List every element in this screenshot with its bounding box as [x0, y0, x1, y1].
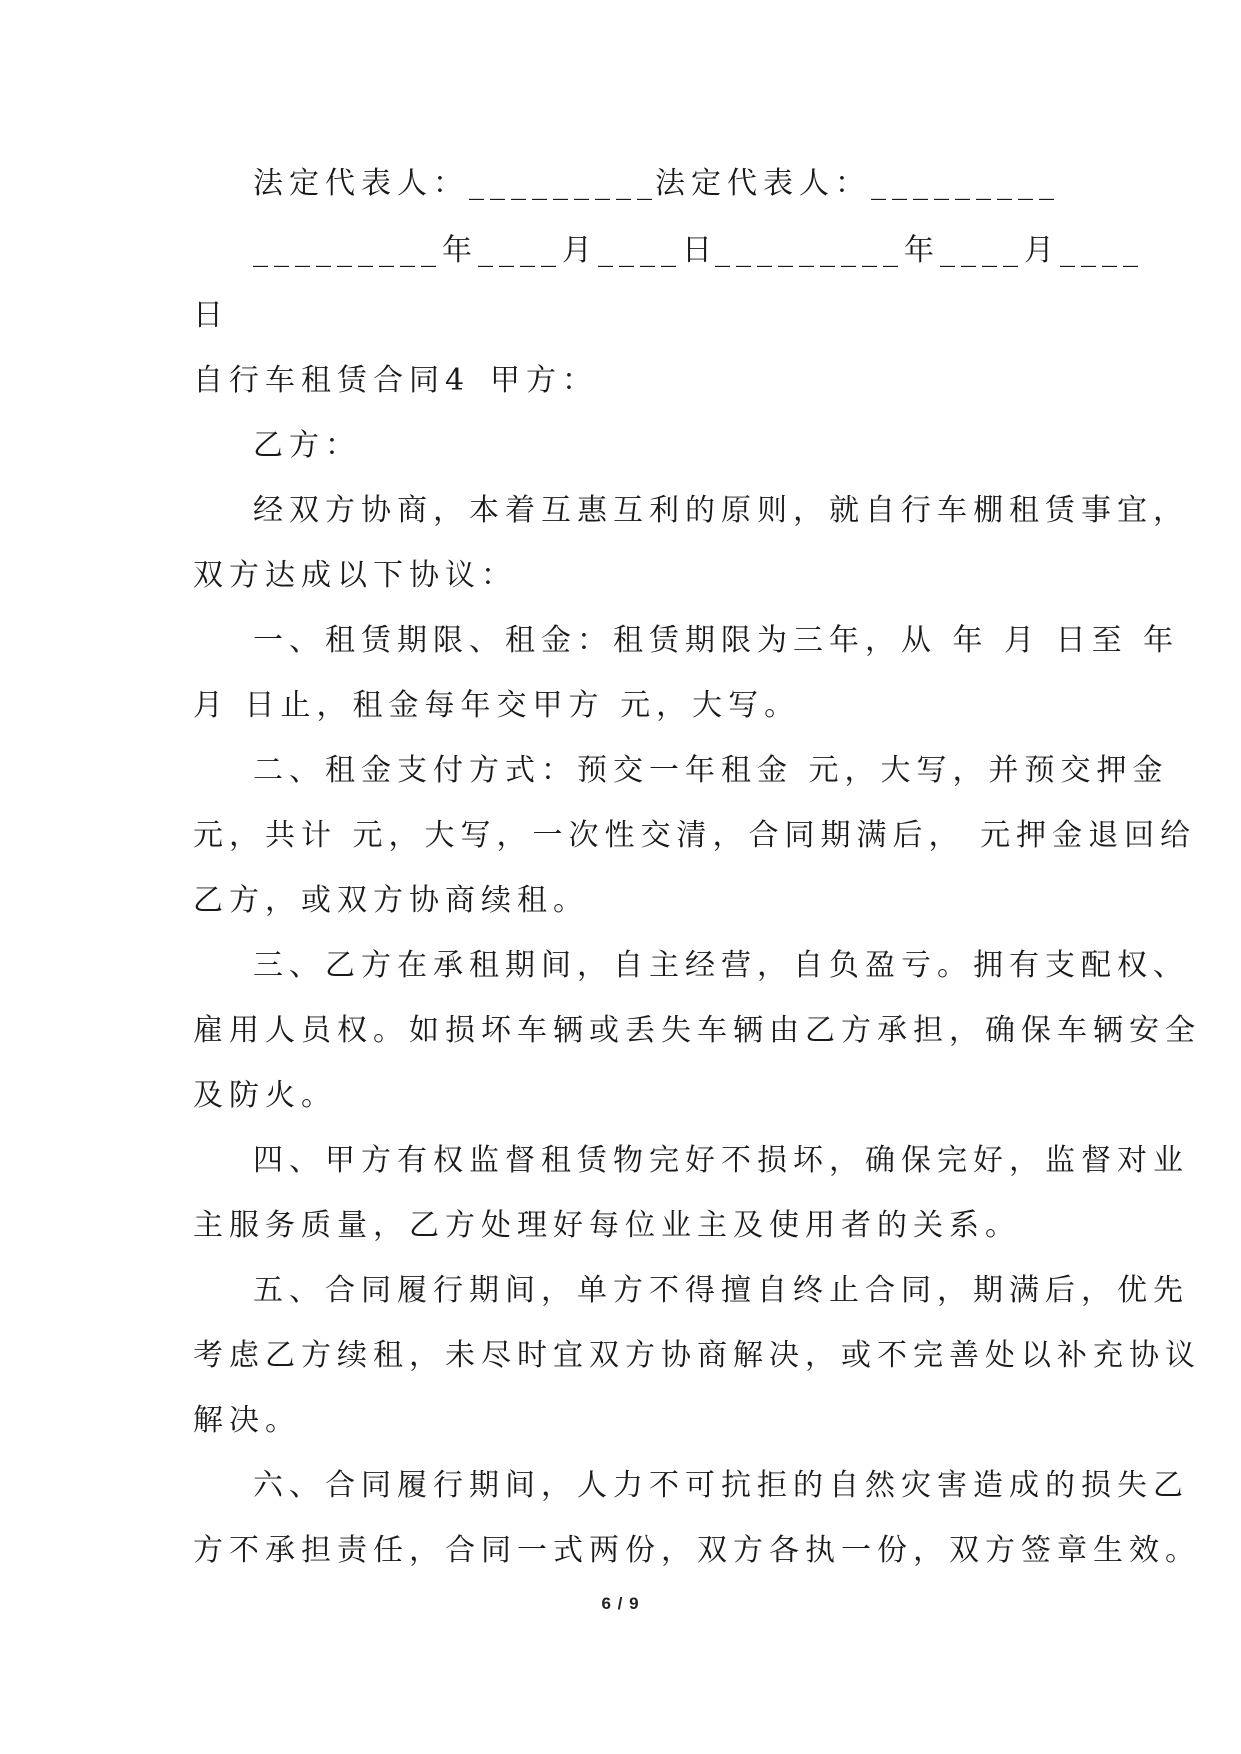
body-line: 方不承担责任，合同一式两份，双方各执一份，双方签章生效。: [193, 1533, 1201, 1568]
right-date-line: _________年____月____: [715, 233, 1144, 268]
body-line: 乙方，或双方协商续租。: [193, 883, 589, 918]
clause-2: 二、租金支付方式：预交一年租金 元，大写，并预交押金: [253, 753, 1169, 788]
body-line: 及防火。: [193, 1078, 337, 1113]
party-b-label: 乙方：: [253, 428, 361, 463]
body-line: 月 日止，租金每年交甲方 元，大写。: [193, 688, 801, 723]
body-line: 经双方协商，本着互惠互利的原则，就自行车棚租赁事宜，: [253, 493, 1189, 528]
left-legal-representative: 法定代表人：_________: [253, 166, 658, 201]
clause-6: 六、合同履行期间，人力不可抗拒的自然灾害造成的损失乙: [253, 1468, 1189, 1503]
body-line: 解决。: [193, 1403, 301, 1438]
contract-title: 自行车租赁合同4: [193, 363, 471, 398]
body-line: 元，共计 元，大写，一次性交清，合同期满后， 元押金退回给: [193, 818, 1197, 853]
right-date-day: 日: [193, 298, 229, 333]
right-legal-representative: 法定代表人：_________: [655, 166, 1060, 201]
clause-1: 一、租赁期限、租金：租赁期限为三年，从 年 月 日至 年: [253, 623, 1180, 658]
clause-4: 四、甲方有权监督租赁物完好不损坏，确保完好，监督对业: [253, 1143, 1189, 1178]
body-line: 考虑乙方续租，未尽时宜双方协商解决，或不完善处以补充协议: [193, 1338, 1201, 1373]
clause-3: 三、乙方在承租期间，自主经营，自负盈亏。拥有支配权、: [253, 948, 1189, 983]
body-line: 雇用人员权。如损坏车辆或丢失车辆由乙方承担，确保车辆安全: [193, 1013, 1201, 1048]
clause-5: 五、合同履行期间，单方不得擅自终止合同，期满后，优先: [253, 1273, 1189, 1308]
body-line: 主服务质量，乙方处理好每位业主及使用者的关系。: [193, 1208, 1021, 1243]
page-number: 6 / 9: [601, 1594, 640, 1613]
party-a-label: 甲方：: [490, 363, 598, 398]
left-date-line: _________年____月____日: [253, 233, 718, 268]
body-line: 双方达成以下协议：: [193, 558, 517, 593]
